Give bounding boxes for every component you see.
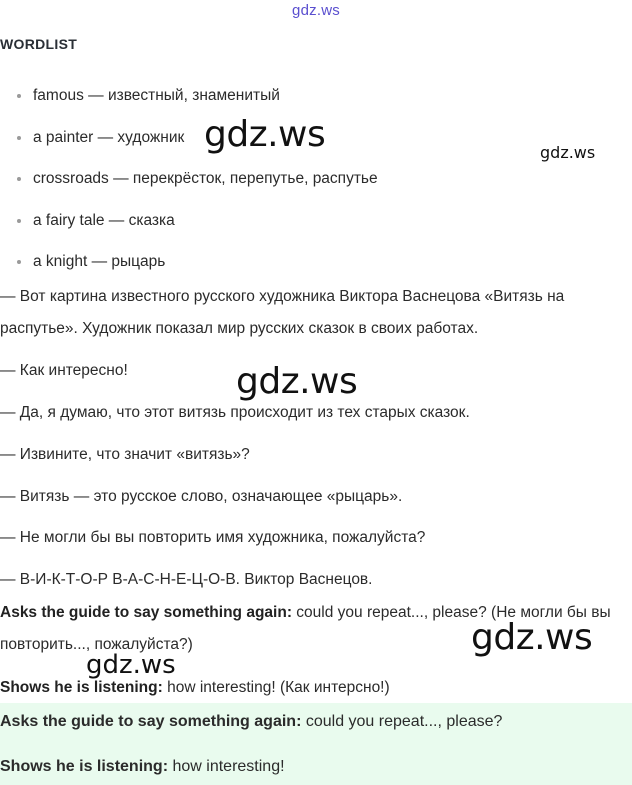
- answer-repeat: [0, 711, 502, 733]
- site-watermark-top: gdz.ws: [292, 2, 340, 19]
- bullet-icon: [17, 136, 21, 140]
- note-text: how interesting! (Как интерсно!): [162, 679, 390, 696]
- bullet-icon: [17, 94, 21, 98]
- dialogue-line: — Вот картина известного русского художника Виктора Васнецова «Витязь на распутье». Художник показал мир русских сказок в своих работах.: [0, 288, 565, 337]
- dialogue-line: — В-И-К-Т-О-Р В-А-С-Н-Е-Ц-О-В. Виктор Васнецов.: [0, 571, 373, 588]
- watermark: gdz.ws: [204, 114, 326, 155]
- wordlist-entry: a knight — рыцарь: [33, 253, 166, 270]
- note-text: could you repeat..., please? (Не могли бы вы повторить..., пожалуйста?): [0, 604, 611, 653]
- list-item: [0, 161, 378, 203]
- answer-label: Asks the guide to say something again: [0, 713, 297, 730]
- answer-listening: [0, 756, 285, 778]
- note-separator: :: [157, 679, 163, 696]
- answer-label: Shows he is listening: [0, 758, 163, 775]
- answer-highlight-box: [0, 703, 632, 785]
- watermark: gdz.ws: [540, 143, 596, 162]
- bullet-icon: [17, 260, 21, 264]
- wordlist: [0, 78, 378, 286]
- note-label: Shows he is listening: [0, 679, 158, 696]
- dialogue-line: — Как интересно!: [0, 362, 128, 379]
- list-item: [0, 244, 378, 286]
- dialogue-line: — Извините, что значит «витязь»?: [0, 446, 250, 463]
- dialogue-line: — Витязь — это русское слово, означающее «рыцарь».: [0, 488, 403, 505]
- wordlist-entry: crossroads — перекрёсток, перепутье, распутье: [33, 170, 378, 187]
- bullet-icon: [17, 177, 21, 181]
- watermark: gdz.ws: [471, 617, 593, 658]
- wordlist-entry: a painter — художник: [33, 128, 185, 146]
- answer-text: could you repeat..., please?: [301, 713, 503, 730]
- dialogue-line: — Не могли бы вы повторить имя художника, пожалуйста?: [0, 529, 426, 546]
- watermark: gdz.ws: [236, 361, 358, 402]
- wordlist-heading: WORDLIST: [0, 36, 78, 52]
- answer-text: how interesting!: [168, 758, 285, 775]
- bullet-icon: [17, 219, 21, 223]
- watermark: gdz.ws: [86, 650, 176, 680]
- wordlist-entry: a fairy tale — сказка: [33, 211, 175, 229]
- note-label: Asks the guide to say something again: [0, 604, 287, 621]
- answer-separator: :: [296, 713, 302, 730]
- dialogue-line: — Да, я думаю, что этот витязь происходит из тех старых сказок.: [0, 404, 470, 421]
- wordlist-entry: famous — известный, знаменитый: [33, 87, 280, 104]
- note-separator: :: [286, 604, 292, 621]
- list-item: [0, 203, 378, 245]
- answer-separator: :: [162, 758, 169, 775]
